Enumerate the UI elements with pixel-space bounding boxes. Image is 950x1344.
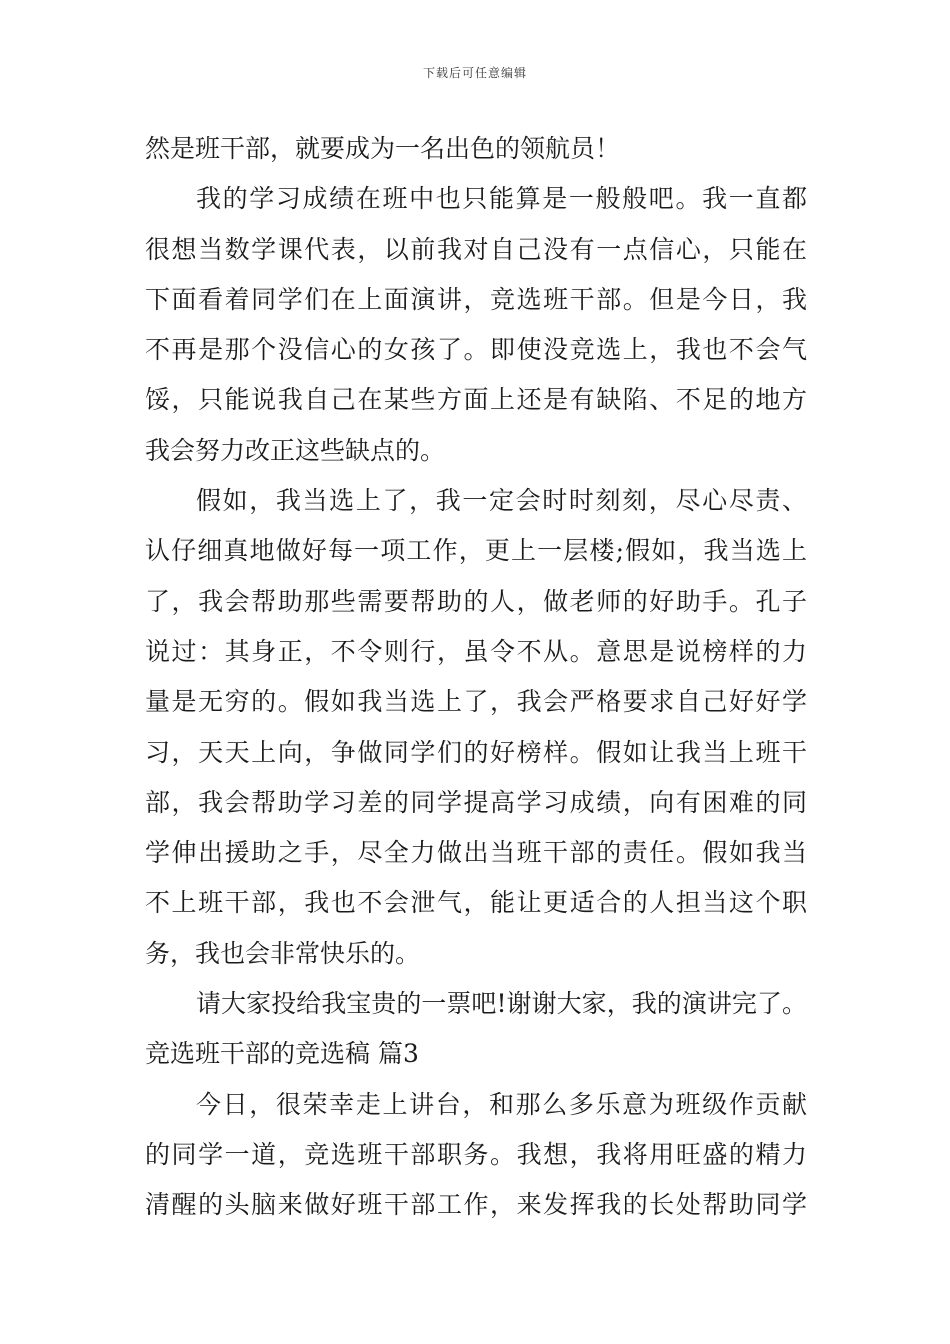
text-line: 说过：其身正，不令则行，虽令不从。意思是说榜样的力 (145, 636, 807, 666)
text-line: 下面看着同学们在上面演讲，竞选班干部。但是今日，我 (145, 284, 807, 314)
text-line: 竞选班干部的竞选稿 篇3 (145, 1039, 419, 1069)
text-line: 学伸出援助之手，尽全力做出当班干部的责任。假如我当 (145, 838, 807, 868)
text-line: 习，天天上向，争做同学们的好榜样。假如让我当上班干 (145, 737, 807, 767)
text-line: 然是班干部，就要成为一名出色的领航员！ (145, 134, 621, 163)
text-line: 很想当数学课代表，以前我对自己没有一点信心，只能在 (145, 234, 807, 264)
text-line: 我的学习成绩在班中也只能算是一般般吧。我一直都 (196, 184, 807, 214)
text-line: 务，我也会非常快乐的。 (145, 938, 421, 968)
text-line: 量是无穷的。假如我当选上了，我会严格要求自己好好学 (145, 687, 807, 717)
text-line: 假如，我当选上了，我一定会时时刻刻，尽心尽责、 (196, 486, 807, 516)
text-line: 清醒的头脑来做好班干部工作，来发挥我的长处帮助同学 (145, 1190, 807, 1220)
text-line: 的同学一道，竞选班干部职务。我想，我将用旺盛的精力 (145, 1139, 807, 1169)
text-line: 不上班干部，我也不会泄气，能让更适合的人担当这个职 (145, 888, 807, 918)
text-line: 今日，很荣幸走上讲台，和那么多乐意为班级作贡献 (196, 1089, 807, 1119)
text-line: 了，我会帮助那些需要帮助的人，做老师的好助手。孔子 (145, 586, 807, 616)
text-line: 不再是那个没信心的女孩了。即使没竞选上，我也不会气 (145, 335, 807, 365)
text-line: 认仔细真地做好每一项工作，更上一层楼;假如，我当选上 (145, 536, 807, 566)
text-line: 馁，只能说我自己在某些方面上还是有缺陷、不足的地方 (145, 385, 807, 415)
text-line: 我会努力改正这些缺点的。 (145, 435, 446, 465)
page-header-note: 下载后可任意编辑 (422, 66, 527, 80)
text-line: 请大家投给我宝贵的一票吧!谢谢大家，我的演讲完了。 (196, 989, 807, 1019)
text-line: 部，我会帮助学习差的同学提高学习成绩，向有困难的同 (145, 787, 807, 817)
document-body (145, 124, 807, 1231)
